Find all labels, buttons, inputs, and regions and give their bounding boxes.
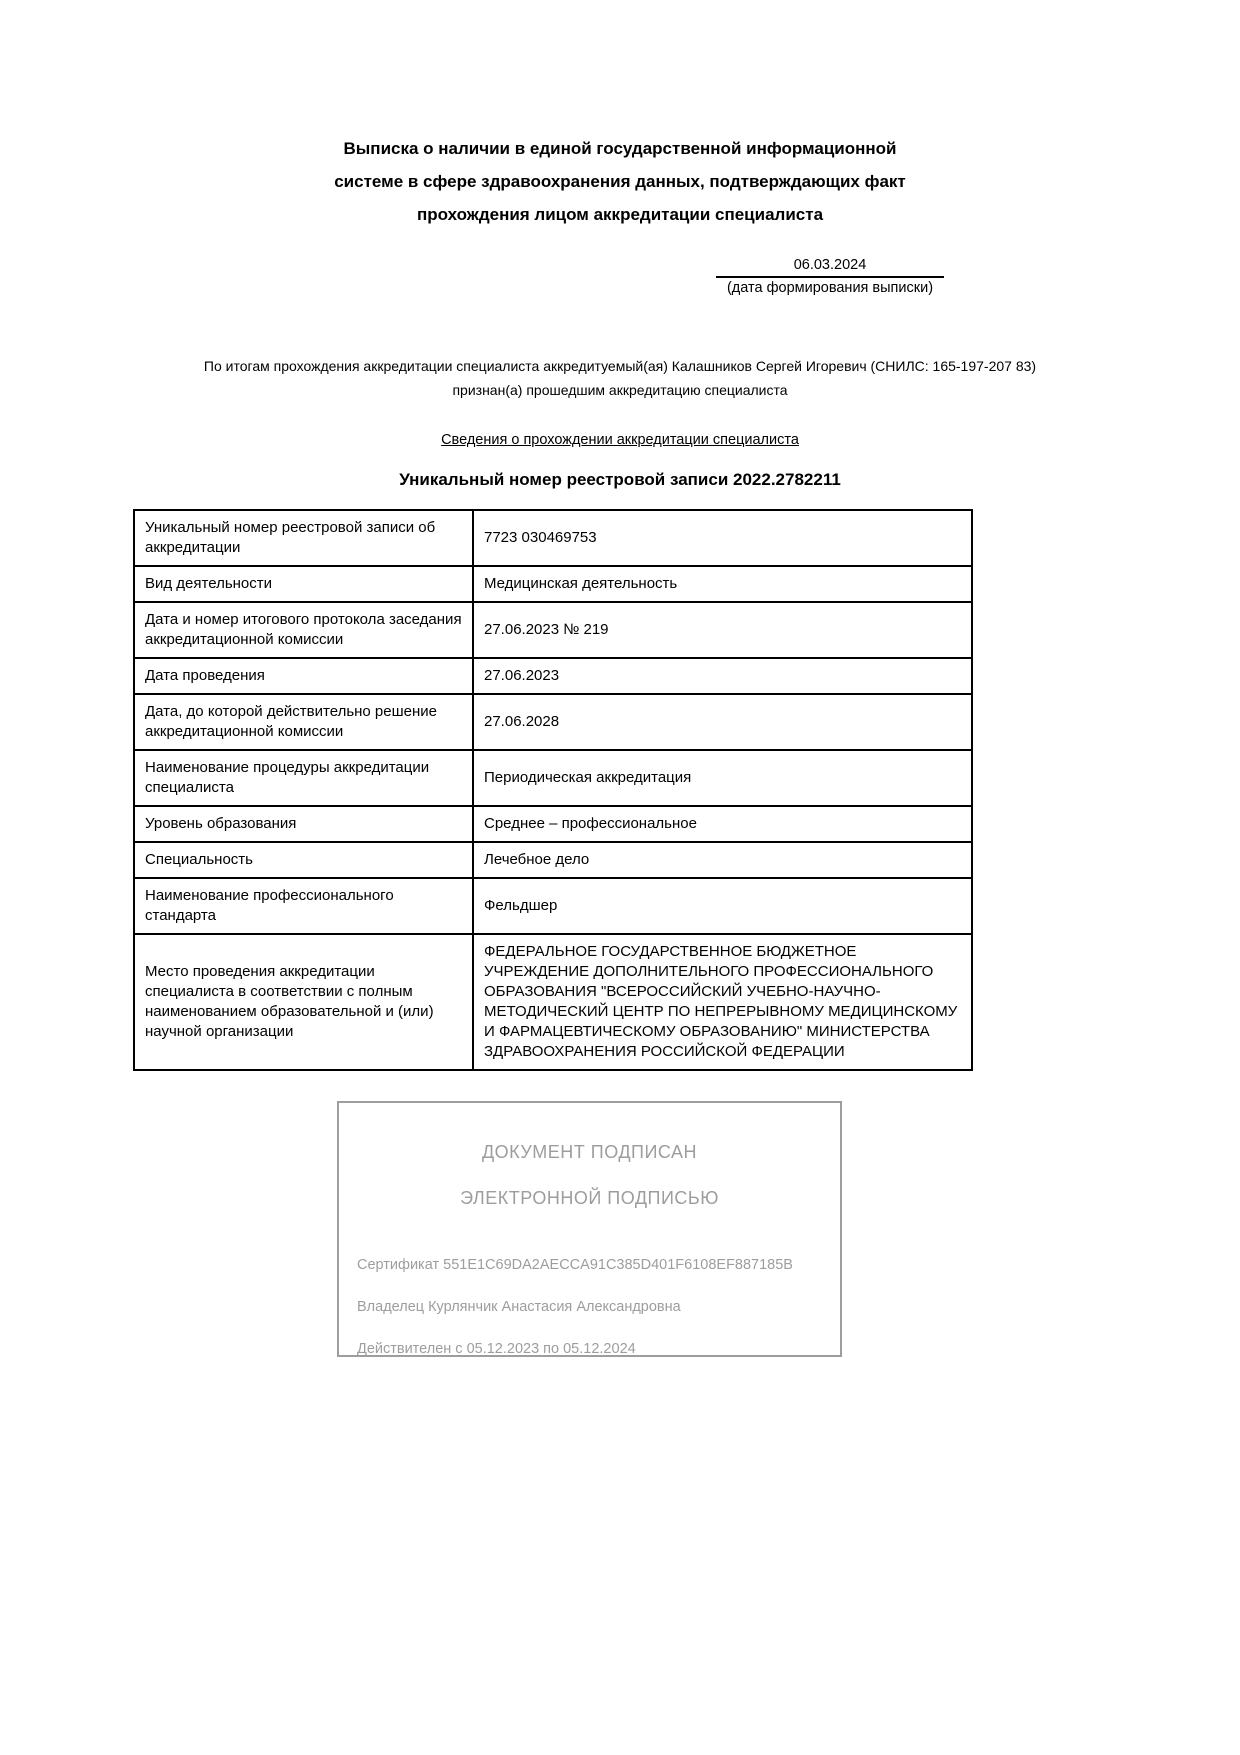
field-value: 7723 030469753 xyxy=(473,510,972,566)
table-row xyxy=(134,602,972,658)
table-row xyxy=(134,750,972,806)
extract-date: 06.03.2024 xyxy=(716,257,944,278)
signature-details xyxy=(357,1257,822,1357)
field-label: Специальность xyxy=(134,842,473,878)
field-value: Лечебное дело xyxy=(473,842,972,878)
section-heading: Сведения о прохождении аккредитации специалиста xyxy=(441,432,799,448)
field-label: Дата проведения xyxy=(134,658,473,694)
field-label: Дата и номер итогового протокола заседания аккредитационной комиссии xyxy=(134,602,473,658)
table-row xyxy=(134,694,972,750)
table-row xyxy=(134,510,972,566)
signature-heading xyxy=(357,1129,822,1221)
signature-validity: Действителен с 05.12.2023 по 05.12.2024 xyxy=(357,1341,636,1357)
field-label: Вид деятельности xyxy=(134,566,473,602)
field-value: 27.06.2023 № 219 xyxy=(473,602,972,658)
field-value: 27.06.2028 xyxy=(473,694,972,750)
field-label: Наименование профессионального стандарта xyxy=(134,878,473,934)
table-row xyxy=(134,878,972,934)
document-title-line3: прохождения лицом аккредитации специалиста xyxy=(416,205,824,224)
intro-line2: признан(а) прошедшим аккредитацию специалиста xyxy=(452,382,788,398)
signature-heading-line2: ЭЛЕКТРОННОЙ ПОДПИСЬЮ xyxy=(460,1188,719,1208)
field-label: Дата, до которой действительно решение аккредитационной комиссии xyxy=(134,694,473,750)
extract-date-caption: (дата формирования выписки) xyxy=(726,280,934,296)
field-label: Уникальный номер реестровой записи об аккредитации xyxy=(134,510,473,566)
signature-heading-line1: ДОКУМЕНТ ПОДПИСАН xyxy=(481,1142,698,1162)
field-value: ФЕДЕРАЛЬНОЕ ГОСУДАРСТВЕННОЕ БЮДЖЕТНОЕ УЧРЕЖДЕНИЕ ДОПОЛНИТЕЛЬНОГО ПРОФЕССИОНАЛЬНОГО ОБРАЗОВАНИЯ "ВСЕРОССИЙСКИЙ УЧЕБНО-НАУЧНО-МЕТОДИЧЕСКИЙ ЦЕНТР ПО НЕПРЕРЫВНОМУ МЕДИЦИНСКОМУ И ФАРМАЦЕВТИЧЕСКОМУ ОБРАЗОВАНИЮ" МИНИСТЕРСТВА ЗДРАВООХРАНЕНИЯ РОССИЙСКОЙ ФЕДЕРАЦИИ xyxy=(473,934,972,1070)
field-value: Среднее – профессиональное xyxy=(473,806,972,842)
intro-paragraph xyxy=(0,354,1240,402)
extract-date-block xyxy=(716,257,944,296)
record-number-heading: Уникальный номер реестровой записи 2022.2782211 xyxy=(399,470,841,489)
field-label: Наименование процедуры аккредитации специалиста xyxy=(134,750,473,806)
table-row xyxy=(134,658,972,694)
field-value: 27.06.2023 xyxy=(473,658,972,694)
field-value: Фельдшер xyxy=(473,878,972,934)
table-row xyxy=(134,842,972,878)
field-label: Место проведения аккредитации специалиста в соответствии с полным наименованием образовательной и (или) научной организации xyxy=(134,934,473,1070)
document-title xyxy=(0,132,1240,231)
field-label: Уровень образования xyxy=(134,806,473,842)
table-row xyxy=(134,934,972,1070)
field-value: Периодическая аккредитация xyxy=(473,750,972,806)
signature-certificate: Сертификат 551E1C69DA2AECCA91C385D401F6108EF887185B xyxy=(357,1257,793,1273)
intro-line1: По итогам прохождения аккредитации специалиста аккредитуемый(ая) Калашников Сергей Игоревич (СНИЛС: 165-197-207 83) xyxy=(203,358,1037,374)
signature-owner: Владелец Курлянчик Анастасия Александровна xyxy=(357,1299,681,1315)
field-value: Медицинская деятельность xyxy=(473,566,972,602)
document-title-line1: Выписка о наличии в единой государственной информационной xyxy=(343,139,897,158)
document-title-line2: системе в сфере здравоохранения данных, подтверждающих факт xyxy=(334,172,906,191)
electronic-signature-stamp xyxy=(337,1101,842,1357)
table-row xyxy=(134,566,972,602)
accreditation-table xyxy=(133,509,973,1071)
table-row xyxy=(134,806,972,842)
